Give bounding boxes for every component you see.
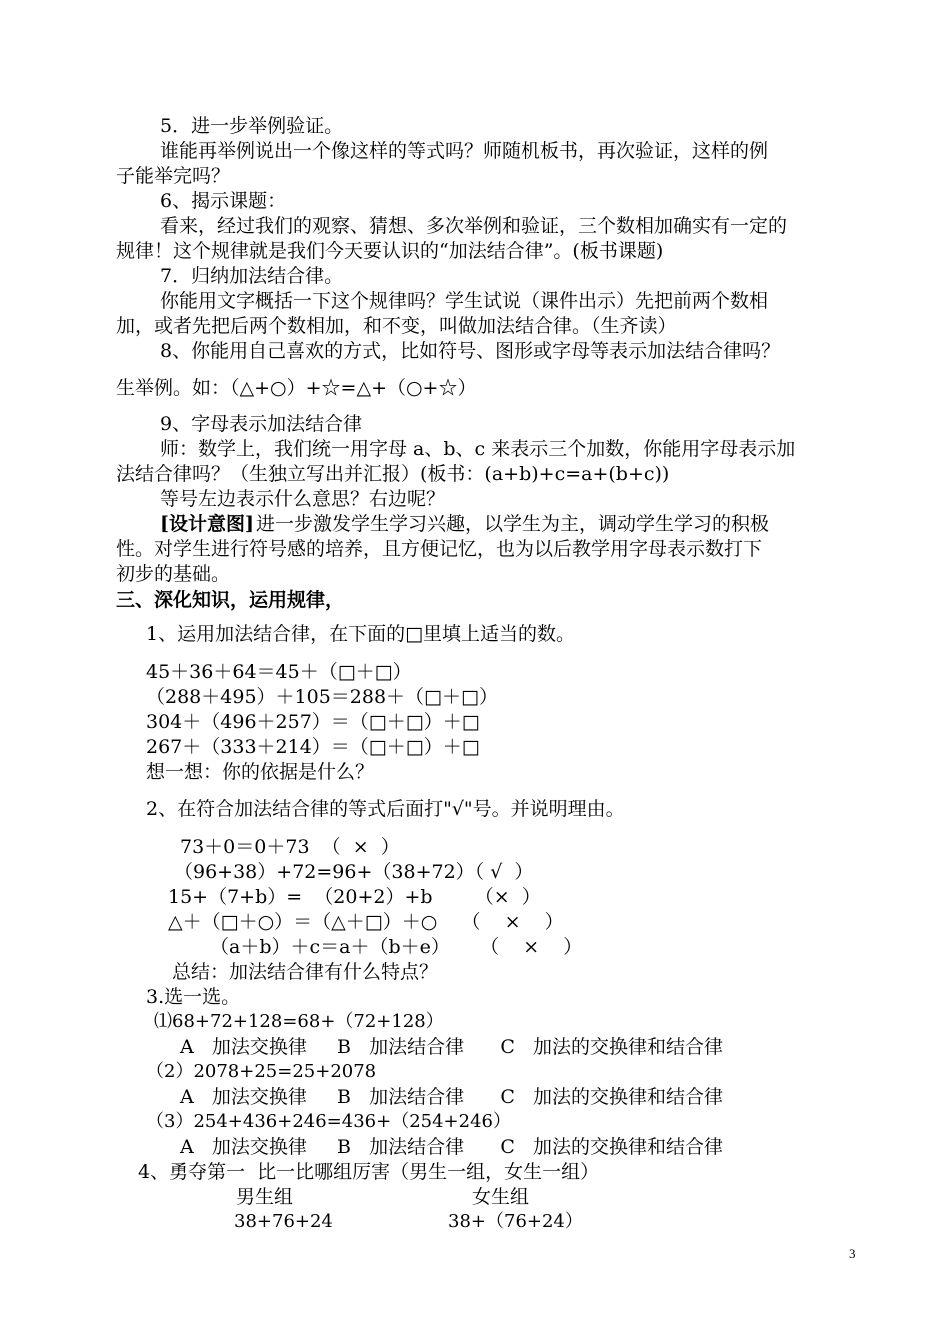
line-28: （96+38）+72=96+（38+72）（ √ ） xyxy=(174,861,534,883)
line-36: （2）2078+25=25+2078 xyxy=(146,1061,377,1082)
line-31: （a＋b）＋c＝a＋（b＋e） （ × ） xyxy=(210,936,583,958)
line-08: 你能用文字概括一下这个规律吗？学生试说（课件出示）先把前两个数相 xyxy=(160,290,769,312)
line-26: 2、在符合加法结合律的等式后面打"√"号。并说明理由。 xyxy=(146,798,625,820)
line-16: 进一步激发学生学习兴趣，以学生为主，调动学生学习的积极 xyxy=(256,513,770,535)
line-37: A 加法交换律 B 加法结合律 C 加法的交换律和结合律 xyxy=(180,1086,724,1108)
section-heading: 三、深化知识，运用规律， xyxy=(116,589,345,611)
line-14: 法结合律吗？（生独立写出并汇报）(板书：(a+b)+c=a+(b+c)) xyxy=(116,463,670,485)
line-35: A 加法交换律 B 加法结合律 C 加法的交换律和结合律 xyxy=(180,1036,724,1058)
line-03: 子能举完吗？ xyxy=(116,165,231,187)
line-25: 想一想：你的依据是什么？ xyxy=(146,761,375,783)
line-40: 4、勇夺第一 比一比哪组厉害（男生一组，女生一组） xyxy=(138,1161,600,1183)
line-32: 总结：加法结合律有什么特点？ xyxy=(172,961,439,983)
line-39: A 加法交换律 B 加法结合律 C 加法的交换律和结合律 xyxy=(180,1136,724,1158)
line-13: 师：数学上，我们统一用字母 a、b、c 来表示三个加数，你能用字母表示加 xyxy=(160,438,796,460)
line-18: 初步的基础。 xyxy=(116,563,231,585)
line-21: 45＋36＋64＝45＋（□＋□） xyxy=(146,661,412,683)
line-02: 谁能再举例说出一个像这样的等式吗？师随机板书，再次验证，这样的例 xyxy=(160,140,769,162)
line-38: （3）254+436+246=436+（254+246） xyxy=(146,1111,512,1132)
line-33: 3.选一选。 xyxy=(146,986,241,1008)
line-09: 加，或者先把后两个数相加，和不变，叫做加法结合律。（生齐读） xyxy=(116,315,677,337)
line-29: 15+（7+b）= （20+2）+b （× ） xyxy=(168,886,541,908)
line-04: 6、揭示课题： xyxy=(160,190,287,212)
line-10: 8、你能用自己喜欢的方式，比如符号、图形或字母等表示加法结合律吗？ xyxy=(160,340,781,362)
page-number: 3 xyxy=(849,1246,856,1261)
line-27: 73＋0＝0＋73 （ × ） xyxy=(180,836,400,858)
girls-expression: 38+（76+24） xyxy=(448,1211,583,1232)
line-22: （288＋495）＋105＝288＋（□＋□） xyxy=(146,686,498,708)
line-12: 9、字母表示加法结合律 xyxy=(160,413,363,435)
line-07: 7．归纳加法结合律。 xyxy=(160,265,344,287)
line-06: 规律！这个规律就是我们今天要认识的“加法结合律”。(板书课题) xyxy=(116,240,664,262)
line-15: 等号左边表示什么意思？右边呢？ xyxy=(160,488,446,510)
girls-group-label: 女生组 xyxy=(472,1186,530,1208)
line-01: 5．进一步举例验证。 xyxy=(160,115,344,137)
line-11: 生举例。如：（△+○）+☆=△+（○+☆） xyxy=(116,377,477,399)
line-30: △＋（□＋○）＝（△＋□）＋○ （ × ） xyxy=(168,911,564,933)
boys-expression: 38+76+24 xyxy=(234,1211,333,1232)
line-23: 304＋（496＋257）＝（□＋□）＋□ xyxy=(146,711,480,733)
boys-group-label: 男生组 xyxy=(236,1186,294,1208)
line-05: 看来，经过我们的观察、猜想、多次举例和验证，三个数相加确实有一定的 xyxy=(160,215,788,237)
line-34: ⑴68+72+128=68+（72+128） xyxy=(154,1011,444,1032)
line-20: 1、运用加法结合律，在下面的□里填上适当的数。 xyxy=(146,623,576,645)
line-17: 性。对学生进行符号感的培养，且方便记忆，也为以后教学用字母表示数打下 xyxy=(116,538,763,560)
line-24: 267＋（333＋214）＝（□＋□）＋□ xyxy=(146,736,480,758)
design-intent-label: [设计意图] xyxy=(160,513,254,535)
